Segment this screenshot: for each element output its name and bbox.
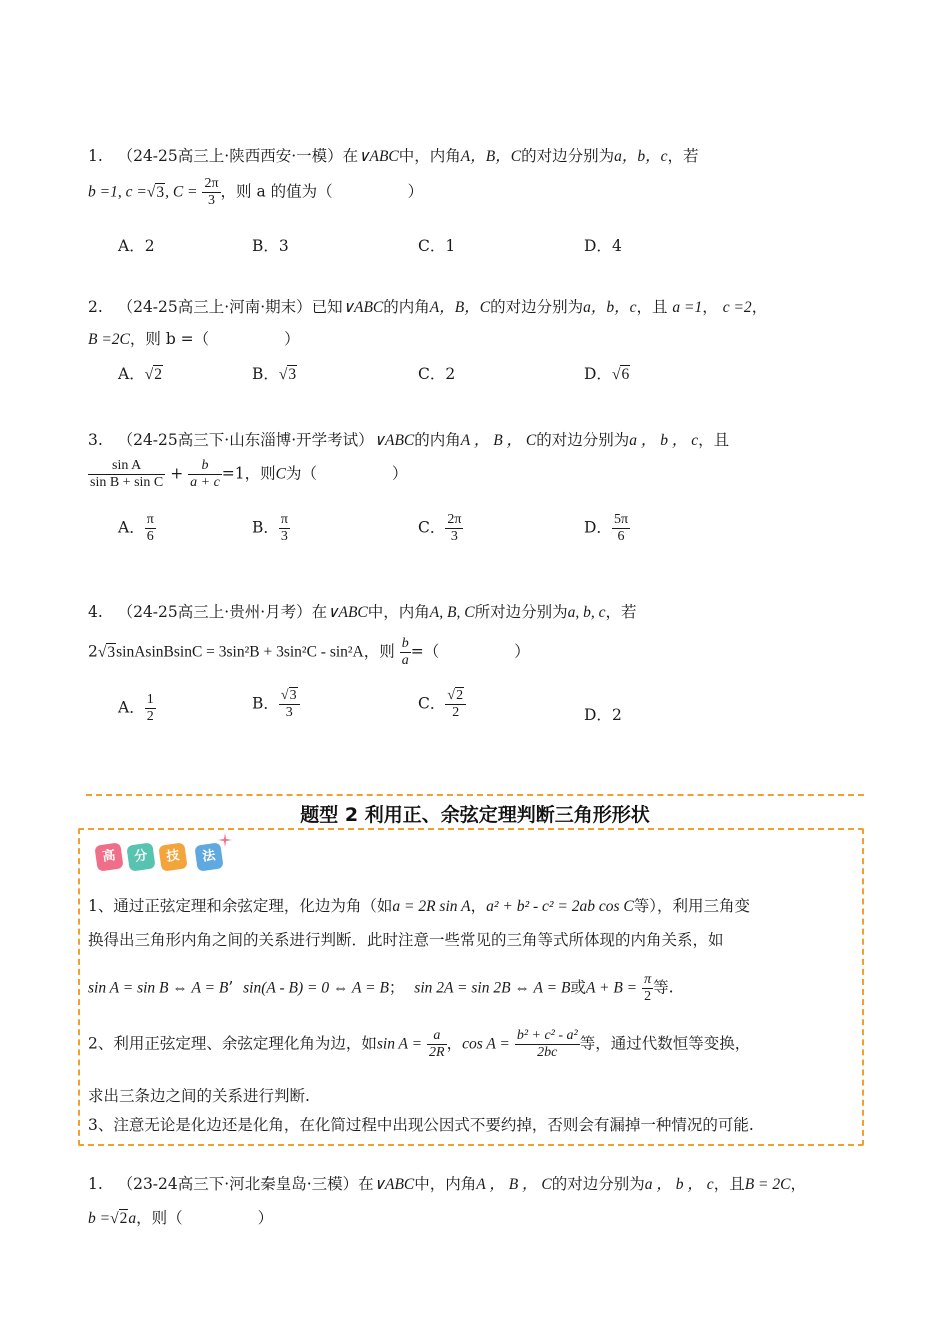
tip1-line2: 换得出三角形内角之间的关系进行判断．此时注意一些常见的三角等式所体现的内角关系，如 bbox=[88, 931, 724, 949]
option-label: B． bbox=[252, 365, 279, 383]
q4-sides: a, b, c bbox=[567, 604, 606, 621]
badge-fen: 分 bbox=[126, 842, 155, 871]
option-value: 2 bbox=[611, 706, 622, 724]
tip1-eq-4: A + B = bbox=[585, 979, 638, 997]
option-den: 3 bbox=[450, 529, 458, 545]
q3-number: 3. bbox=[88, 431, 103, 449]
q2-cond-b: B =2C bbox=[88, 331, 130, 348]
q4-sqrt-value: 3 bbox=[107, 643, 116, 661]
q4-option-b[interactable] bbox=[252, 688, 300, 721]
option-den: 6 bbox=[146, 529, 154, 545]
tip2-fraction-1 bbox=[427, 1028, 447, 1061]
q4-f-den: a bbox=[401, 653, 409, 669]
q2-ask: ，则 b =（ bbox=[129, 330, 210, 348]
q3-text-b: 的内角 bbox=[414, 431, 461, 449]
tip1-sep: ， bbox=[470, 897, 487, 915]
q2-triangle: ∨ABC bbox=[342, 299, 384, 316]
tip1-pi: π bbox=[642, 972, 653, 989]
q4-f-num: b bbox=[400, 636, 411, 653]
q5-angles: A ， B ， C bbox=[476, 1176, 552, 1193]
sparkle-icon bbox=[218, 832, 228, 842]
q1-text-f: ，若 bbox=[667, 147, 699, 165]
q2-cond-c: c =2 bbox=[722, 299, 752, 316]
q4-close: ） bbox=[514, 642, 530, 661]
option-fraction bbox=[145, 512, 156, 545]
q5-source: （23-24高三下·河北秦皇岛·三模） bbox=[117, 1175, 359, 1193]
option-label: A． bbox=[118, 365, 145, 383]
q1-frac-den: 3 bbox=[207, 193, 215, 209]
option-den: 3 bbox=[280, 529, 288, 545]
q3-f1-den: sin B + sin C bbox=[90, 475, 164, 491]
q4-ask-b: =（ bbox=[410, 642, 440, 661]
option-num: 3 bbox=[289, 688, 297, 703]
q1-cond2: , C = bbox=[165, 183, 198, 201]
q4-eq-pre: 2 bbox=[88, 642, 98, 661]
q2-comma: ， bbox=[751, 298, 768, 316]
tip1-line3: sin A = sin B ⇔ A = B’ sin(A - B) = 0 ⇔ A = B； sin 2A = sin 2B ⇔ A = B或A + B = $\frac{\pi}{2}$ 等. bbox=[88, 972, 674, 1005]
q2-close: ） bbox=[284, 330, 300, 348]
q1-option-b[interactable] bbox=[252, 234, 289, 256]
q2-text-b: 的内角 bbox=[383, 298, 430, 316]
q1-text-b: 中，内角 bbox=[398, 147, 461, 165]
option-sqrt: √2 bbox=[144, 366, 162, 383]
badge-fa: 法 bbox=[194, 842, 223, 871]
option-label: D． bbox=[584, 518, 612, 537]
option-label: C． bbox=[418, 518, 446, 537]
q2-option-d[interactable] bbox=[584, 362, 630, 384]
q1-close: ） bbox=[407, 182, 424, 201]
q2-text-d: 的对边分别为 bbox=[490, 298, 584, 316]
tip1-eq-2: sin(A - B) = 0 ⇔ A = B bbox=[243, 979, 389, 997]
option-fraction bbox=[279, 512, 290, 545]
q2-text-f: ，且 bbox=[636, 298, 668, 316]
option-fraction bbox=[145, 692, 156, 725]
tip2-line1 bbox=[88, 1028, 750, 1061]
q3-fraction-1 bbox=[88, 458, 165, 491]
tip2-f1-num: a bbox=[427, 1028, 447, 1045]
tip1-eq-3: sin 2A = sin 2B ⇔ A = B bbox=[414, 979, 571, 997]
q5-text-b: 中，内角 bbox=[414, 1175, 477, 1193]
section-title: 题型 2 利用正、余弦定理判断三角形形状 bbox=[300, 804, 650, 826]
q2-condition bbox=[88, 327, 300, 349]
option-num: π bbox=[145, 512, 156, 529]
tip2-f2-num: b² + c² - a² bbox=[515, 1028, 580, 1045]
q5-sqrt-value: 2 bbox=[119, 1210, 128, 1227]
option-den: 6 bbox=[617, 529, 625, 545]
q4-stem bbox=[88, 600, 636, 622]
option-label: B． bbox=[252, 518, 279, 537]
option-sqrt: √2 bbox=[447, 688, 464, 703]
q5-text-d: 的对边分别为 bbox=[551, 1175, 645, 1193]
q4-text-d: 所对边分别为 bbox=[474, 603, 568, 621]
q5-stem bbox=[88, 1172, 806, 1194]
q1-text-a: 在 bbox=[342, 147, 359, 165]
tip2-fraction-2 bbox=[515, 1028, 580, 1061]
option-num: 2π bbox=[445, 512, 463, 529]
option-sqrt: √3 bbox=[280, 688, 297, 703]
q1-source: （24-25高三上·陕西西安·一模） bbox=[117, 147, 343, 165]
q2-text-a: 已知 bbox=[311, 298, 343, 316]
q3-ask-b: 为（ bbox=[286, 464, 318, 483]
tip1-formula-2: a² + b² - c² = 2ab cos C bbox=[486, 898, 634, 915]
badge-ji: 技 bbox=[158, 842, 187, 871]
q1-condition bbox=[88, 176, 423, 209]
tip1-end: 等. bbox=[653, 978, 674, 997]
q2-number: 2. bbox=[88, 298, 103, 316]
option-num: 1 bbox=[145, 692, 156, 709]
option-num: 2 bbox=[456, 688, 464, 703]
q4-number: 4. bbox=[88, 603, 103, 621]
option-fraction bbox=[445, 512, 463, 545]
tip2-f2-den: 2bc bbox=[537, 1045, 558, 1061]
tip1-or: 或 bbox=[570, 978, 586, 997]
tip2-sep: ， bbox=[446, 1034, 463, 1053]
q3-fraction-2 bbox=[188, 458, 222, 491]
q1-sqrt-value: 3 bbox=[156, 183, 165, 201]
q4-text-b: 中，内角 bbox=[367, 603, 430, 621]
q2-sides: a，b，c bbox=[583, 299, 637, 316]
option-fraction bbox=[279, 688, 300, 721]
q3-text-d: 的对边分别为 bbox=[536, 431, 630, 449]
q3-plus: + bbox=[170, 464, 184, 483]
option-fraction bbox=[612, 512, 630, 545]
tip1-formula-1: a = 2R sin A bbox=[392, 898, 471, 915]
q4-ask: ，则 bbox=[363, 642, 395, 661]
option-num: 5π bbox=[612, 512, 630, 529]
tip1-text-a: 1、通过正弦定理和余弦定理，化边为角（如 bbox=[88, 897, 393, 915]
option-label: B． bbox=[252, 694, 279, 713]
q3-option-c[interactable] bbox=[418, 512, 463, 545]
tip2-text-b: 等，通过代数恒等变换， bbox=[579, 1034, 751, 1053]
q1-triangle: ∨ABC bbox=[358, 148, 399, 165]
q4-option-c[interactable] bbox=[418, 688, 466, 721]
option-den: 3 bbox=[285, 705, 293, 721]
q3-source: （24-25高三下·山东淄博·开学考试） bbox=[117, 431, 374, 449]
q4-triangle: ∨ABC bbox=[327, 604, 368, 621]
q2-option-a[interactable] bbox=[118, 362, 163, 384]
option-value: 6 bbox=[621, 366, 630, 383]
tip1-eq-1: sin A = sin B ⇔ A = B bbox=[88, 979, 229, 997]
q1-number: 1. bbox=[88, 147, 103, 165]
q5-sides: a ， b ， c bbox=[644, 1176, 714, 1193]
q3-f2-num: b bbox=[188, 458, 222, 475]
q4-angles: A, B, C bbox=[429, 604, 475, 621]
q1-fraction bbox=[202, 176, 220, 209]
q1-stem bbox=[88, 144, 698, 166]
tip1-pi-fraction bbox=[642, 972, 653, 1005]
option-label: C． bbox=[418, 365, 446, 383]
tip2-f1-den: 2R bbox=[429, 1045, 445, 1061]
q2-sep: ， bbox=[702, 298, 718, 316]
tip1-two: 2 bbox=[644, 989, 652, 1005]
q2-source: （24-25高三上·河南·期末） bbox=[117, 298, 312, 316]
q1-frac-num: 2π bbox=[202, 176, 220, 193]
option-value: 4 bbox=[611, 237, 622, 255]
q3-option-b[interactable] bbox=[252, 512, 290, 545]
q5-ask: ，则（ bbox=[136, 1209, 183, 1227]
option-label: D． bbox=[584, 237, 612, 255]
q3-text-f: ，且 bbox=[698, 431, 730, 449]
option-num: π bbox=[279, 512, 290, 529]
option-value: 3 bbox=[288, 366, 297, 383]
q3-stem bbox=[88, 428, 729, 450]
q4-source: （24-25高三上·贵州·月考） bbox=[117, 603, 312, 621]
option-label: C． bbox=[418, 237, 446, 255]
q2-angles: A，B，C bbox=[429, 299, 491, 316]
q5-cond2: b = bbox=[88, 1210, 111, 1227]
option-sqrt: √6 bbox=[611, 366, 630, 383]
q1-option-d[interactable] bbox=[584, 234, 622, 256]
badge-gao: 高 bbox=[94, 842, 123, 871]
q5-text-f: ，且 bbox=[713, 1175, 745, 1193]
option-den: 2 bbox=[452, 705, 460, 721]
q5-triangle: ∨ABC bbox=[373, 1176, 415, 1193]
q3-f2-den: a + c bbox=[190, 475, 220, 491]
section-top-rule bbox=[86, 794, 864, 796]
q4-condition bbox=[88, 636, 530, 669]
option-label: D． bbox=[584, 706, 612, 724]
option-fraction bbox=[445, 688, 466, 721]
q4-sqrt: √3 bbox=[97, 643, 116, 661]
q1-sqrt: √3 bbox=[146, 183, 165, 201]
q4-eq-body: sinAsinBsinC = 3sin²B + 3sin²C - sin²A bbox=[116, 643, 364, 661]
option-label: A． bbox=[118, 698, 145, 717]
tip1-line1 bbox=[88, 894, 750, 916]
option-value: 3 bbox=[278, 237, 289, 255]
q3-triangle: ∨ABC bbox=[373, 432, 415, 449]
option-label: B． bbox=[252, 237, 279, 255]
q5-condition bbox=[88, 1206, 273, 1228]
tip3-line: 3、注意无论是化边还是化角，在化简过程中出现公因式不要约掉，否则会有漏掉一种情况的可能. bbox=[88, 1116, 754, 1134]
tip2-line2: 求出三条边之间的关系进行判断. bbox=[88, 1087, 310, 1105]
tip2-formula-1: sin A = bbox=[376, 1035, 423, 1053]
q4-fraction bbox=[400, 636, 411, 669]
q3-sides: a ， b ， c bbox=[629, 432, 699, 449]
option-value: 1 bbox=[445, 237, 456, 255]
q3-eq: =1 bbox=[221, 464, 245, 483]
q3-f1-num: sin A bbox=[88, 458, 165, 475]
q3-option-d[interactable] bbox=[584, 512, 630, 545]
option-value: 2 bbox=[144, 237, 155, 255]
tip2-formula-2: cos A = bbox=[462, 1035, 510, 1053]
q2-option-c[interactable] bbox=[418, 362, 455, 384]
q4-option-d[interactable] bbox=[584, 703, 622, 725]
option-label: A． bbox=[118, 518, 145, 537]
q3-angles: A ， B ， C bbox=[460, 432, 537, 449]
q1-sides: a，b，c bbox=[614, 148, 668, 165]
q1-option-a[interactable] bbox=[118, 234, 155, 256]
option-label: A． bbox=[118, 237, 145, 255]
q3-ask-var: C bbox=[275, 465, 287, 483]
q3-condition bbox=[88, 458, 408, 491]
q1-ask: ，则 a 的值为（ bbox=[220, 182, 333, 201]
q1-option-c[interactable] bbox=[418, 234, 455, 256]
option-value: 2 bbox=[445, 365, 456, 383]
option-label: C． bbox=[418, 694, 446, 713]
q4-text-f: ，若 bbox=[605, 603, 637, 621]
tip1-text-b: 等），利用三角变 bbox=[633, 897, 751, 915]
q5-close: ） bbox=[257, 1209, 274, 1227]
q1-text-d: 的对边分别为 bbox=[521, 147, 615, 165]
option-den: 2 bbox=[146, 709, 154, 725]
q5-sqrt: √2 bbox=[110, 1210, 128, 1227]
q3-ask: ，则 bbox=[244, 464, 276, 483]
option-value: 2 bbox=[154, 366, 162, 383]
q5-cond: B = 2C bbox=[744, 1176, 791, 1193]
q2-stem bbox=[88, 295, 767, 317]
q1-cond-text: b =1, c = bbox=[88, 183, 147, 201]
option-sqrt: √3 bbox=[278, 366, 297, 383]
q4-text-a: 在 bbox=[311, 603, 328, 621]
q1-angles: A，B，C bbox=[460, 148, 522, 165]
q3-close: ） bbox=[392, 464, 408, 483]
q3-option-a[interactable] bbox=[118, 512, 156, 545]
q5-number: 1. bbox=[88, 1175, 103, 1193]
option-label: D． bbox=[584, 365, 612, 383]
q2-cond-a: a =1 bbox=[672, 299, 703, 316]
q2-option-b[interactable] bbox=[252, 362, 297, 384]
q5-comma: ， bbox=[790, 1175, 806, 1193]
tip2-text-a: 2、利用正弦定理、余弦定理化角为边，如 bbox=[88, 1034, 377, 1053]
q5-cond2-b: a bbox=[128, 1210, 137, 1227]
q5-text-a: 在 bbox=[358, 1175, 374, 1193]
q4-option-a[interactable] bbox=[118, 692, 156, 725]
